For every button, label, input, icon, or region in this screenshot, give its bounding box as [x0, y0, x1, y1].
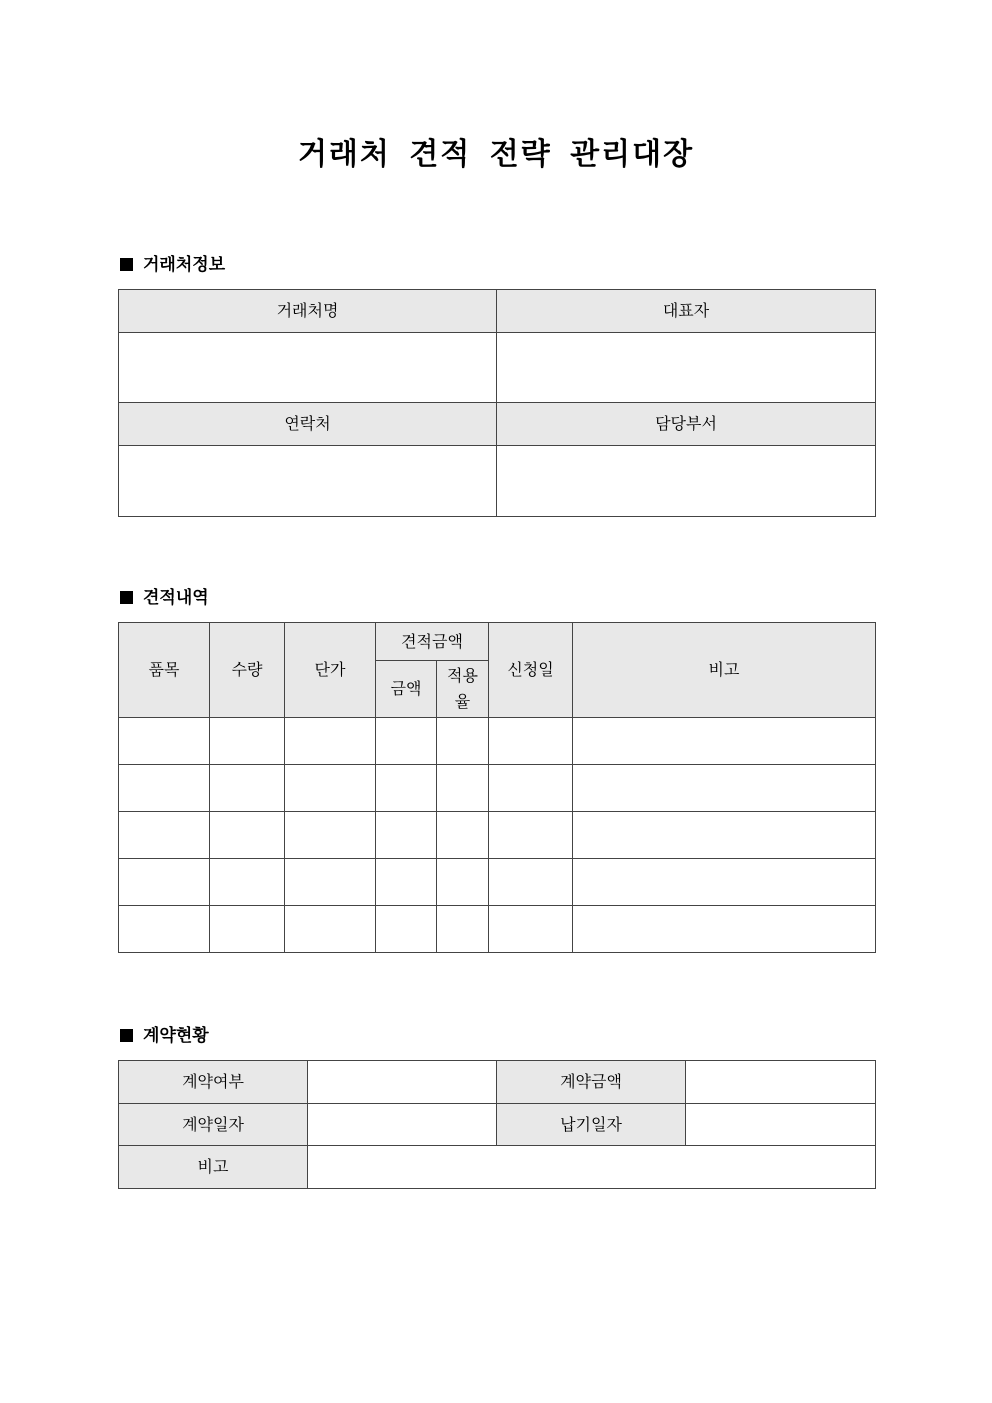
contact-label: 연락처 — [119, 403, 497, 446]
estimate-table — [118, 622, 876, 953]
header-unit-price: 단가 — [285, 623, 376, 718]
contract-status-field[interactable] — [308, 1061, 497, 1104]
header-apply-rate-line2: 율 — [454, 692, 471, 711]
section-heading-client — [120, 254, 225, 276]
cell[interactable] — [285, 718, 376, 765]
cell[interactable] — [437, 859, 489, 906]
client-name-field[interactable] — [119, 333, 497, 403]
contact-field[interactable] — [119, 446, 497, 517]
delivery-date-label: 납기일자 — [497, 1104, 686, 1146]
cell[interactable] — [573, 859, 876, 906]
cell[interactable] — [285, 812, 376, 859]
client-name-label: 거래처명 — [119, 290, 497, 333]
cell[interactable] — [119, 812, 210, 859]
cell[interactable] — [210, 812, 285, 859]
delivery-date-field[interactable] — [686, 1104, 876, 1146]
header-apply-rate — [437, 661, 489, 718]
cell[interactable] — [437, 718, 489, 765]
table-row — [119, 906, 876, 953]
header-note: 비고 — [573, 623, 876, 718]
representative-label: 대표자 — [497, 290, 876, 333]
contract-amount-field[interactable] — [686, 1061, 876, 1104]
table-row — [119, 718, 876, 765]
cell[interactable] — [210, 765, 285, 812]
cell[interactable] — [285, 859, 376, 906]
cell[interactable] — [437, 812, 489, 859]
cell[interactable] — [210, 718, 285, 765]
square-bullet-icon — [120, 591, 133, 604]
cell[interactable] — [489, 812, 573, 859]
cell[interactable] — [489, 765, 573, 812]
header-apply-rate-line1: 적용 — [447, 666, 478, 685]
cell[interactable] — [489, 859, 573, 906]
table-row — [119, 859, 876, 906]
cell[interactable] — [376, 718, 437, 765]
section-heading-contract — [120, 1025, 209, 1047]
contract-amount-label: 계약금액 — [497, 1061, 686, 1104]
cell[interactable] — [573, 812, 876, 859]
cell[interactable] — [285, 906, 376, 953]
cell[interactable] — [437, 906, 489, 953]
header-amount: 금액 — [376, 661, 437, 718]
cell[interactable] — [573, 906, 876, 953]
cell[interactable] — [210, 906, 285, 953]
cell[interactable] — [376, 765, 437, 812]
table-row — [119, 812, 876, 859]
cell[interactable] — [573, 765, 876, 812]
header-quantity: 수량 — [210, 623, 285, 718]
cell[interactable] — [210, 859, 285, 906]
section-label: 견적내역 — [143, 588, 209, 608]
representative-field[interactable] — [497, 333, 876, 403]
table-row — [119, 765, 876, 812]
section-label: 계약현황 — [143, 1026, 209, 1046]
contract-status-label: 계약여부 — [119, 1061, 308, 1104]
cell[interactable] — [119, 906, 210, 953]
contract-note-field[interactable] — [308, 1146, 876, 1189]
department-label: 담당부서 — [497, 403, 876, 446]
header-item: 품목 — [119, 623, 210, 718]
cell[interactable] — [376, 906, 437, 953]
cell[interactable] — [437, 765, 489, 812]
cell[interactable] — [376, 859, 437, 906]
contract-date-field[interactable] — [308, 1104, 497, 1146]
cell[interactable] — [119, 859, 210, 906]
cell[interactable] — [489, 718, 573, 765]
cell[interactable] — [285, 765, 376, 812]
square-bullet-icon — [120, 258, 133, 271]
header-estimate-amount: 견적금액 — [376, 623, 489, 661]
department-field[interactable] — [497, 446, 876, 517]
square-bullet-icon — [120, 1029, 133, 1042]
page-title: 거래처 견적 전략 관리대장 — [297, 137, 695, 172]
contract-status-table — [118, 1060, 876, 1189]
cell[interactable] — [119, 718, 210, 765]
cell[interactable] — [573, 718, 876, 765]
cell[interactable] — [489, 906, 573, 953]
cell[interactable] — [376, 812, 437, 859]
contract-note-label: 비고 — [119, 1146, 308, 1189]
contract-date-label: 계약일자 — [119, 1104, 308, 1146]
header-request-date: 신청일 — [489, 623, 573, 718]
cell[interactable] — [119, 765, 210, 812]
section-label: 거래처정보 — [143, 255, 226, 275]
section-heading-estimate — [120, 587, 209, 609]
client-info-table — [118, 289, 876, 517]
